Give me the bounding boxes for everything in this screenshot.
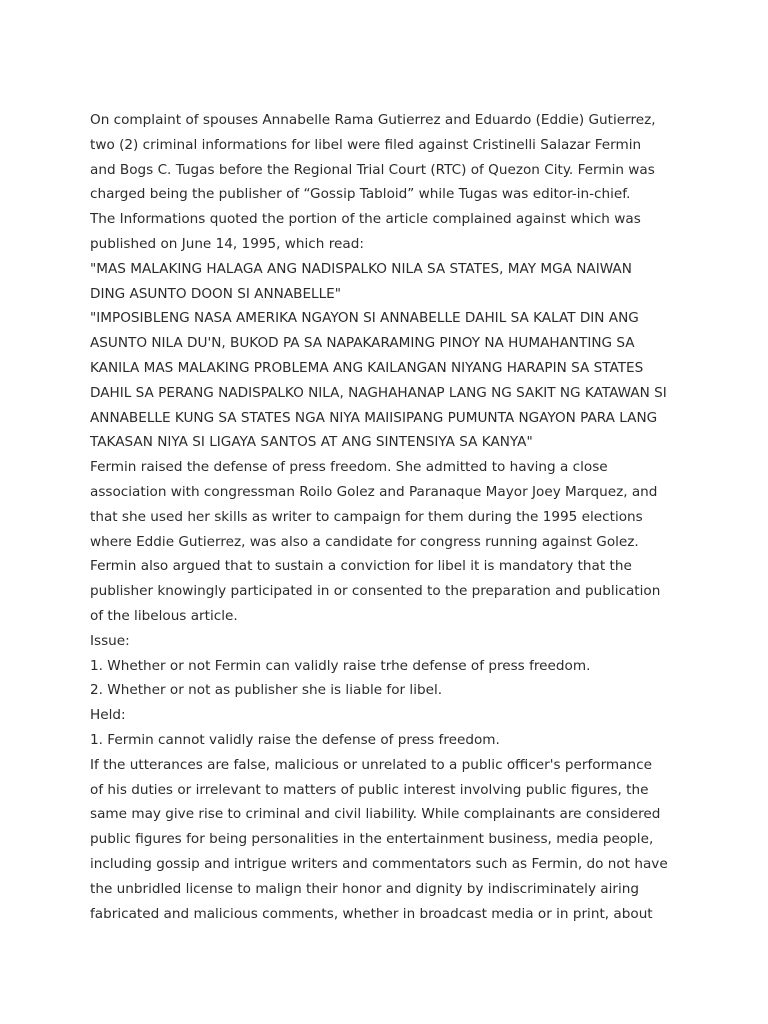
text-line: "IMPOSIBLENG NASA AMERIKA NGAYON SI ANNABELLE DAHIL SA KALAT DIN ANG — [90, 310, 639, 327]
document-body — [90, 108, 690, 926]
text-line: publisher knowingly participated in or consented to the preparation and publication — [90, 583, 661, 600]
text-line: Fermin raised the defense of press freedom. She admitted to having a close — [90, 459, 608, 476]
text-line: KANILA MAS MALAKING PROBLEMA ANG KAILANGAN NIYANG HARAPIN SA STATES — [90, 359, 644, 376]
text-line: "MAS MALAKING HALAGA ANG NADISPALKO NILA SA STATES, MAY MGA NAIWAN — [90, 260, 632, 277]
text-line: association with congressman Roilo Golez and Paranaque Mayor Joey Marquez, and — [90, 483, 658, 500]
text-line: same may give rise to criminal and civil liability. While complainants are considered — [90, 806, 661, 823]
text-line: charged being the publisher of “Gossip Tabloid” while Tugas was editor-in-chief. — [90, 186, 631, 203]
text-line: and Bogs C. Tugas before the Regional Trial Court (RTC) of Quezon City. Fermin was — [90, 161, 655, 178]
text-line: two (2) criminal informations for libel were filed against Cristinelli Salazar Fermin — [90, 136, 642, 153]
issue-item-2: 2. Whether or not as publisher she is liable for libel. — [90, 682, 443, 699]
text-line: of his duties or irrelevant to matters of public interest involving public figures, the — [90, 781, 649, 798]
issue-item-1: 1. Whether or not Fermin can validly raise trhe defense of press freedom. — [90, 657, 591, 674]
text-line: published on June 14, 1995, which read: — [90, 235, 364, 252]
text-line: ANNABELLE KUNG SA STATES NGA NIYA MAIISIPANG PUMUNTA NGAYON PARA LANG — [90, 409, 658, 426]
text-line: of the libelous article. — [90, 607, 238, 624]
text-line: DING ASUNTO DOON SI ANNABELLE" — [90, 285, 342, 302]
text-line: the unbridled license to malign their honor and dignity by indiscriminately airing — [90, 880, 640, 897]
text-line: Fermin also argued that to sustain a conviction for libel it is mandatory that the — [90, 558, 632, 575]
text-line: including gossip and intrigue writers and commentators such as Fermin, do not have — [90, 855, 668, 872]
text-line: On complaint of spouses Annabelle Rama Gutierrez and Eduardo (Eddie) Gutierrez, — [90, 112, 656, 128]
text-line: fabricated and malicious comments, whether in broadcast media or in print, about — [90, 905, 653, 922]
text-line: where Eddie Gutierrez, was also a candidate for congress running against Golez. — [90, 533, 639, 550]
section-heading-held: Held: — [90, 707, 126, 724]
text-line: public figures for being personalities in the entertainment business, media people, — [90, 831, 654, 848]
text-line: that she used her skills as writer to campaign for them during the 1995 elections — [90, 508, 643, 525]
text-line: TAKASAN NIYA SI LIGAYA SANTOS AT ANG SINTENSIYA SA KANYA" — [90, 434, 533, 451]
text-line: The Informations quoted the portion of the article complained against which was — [90, 211, 641, 228]
text-line: ASUNTO NILA DU'N, BUKOD PA SA NAPAKARAMING PINOY NA HUMAHANTING SA — [90, 335, 635, 352]
text-line: If the utterances are false, malicious or unrelated to a public officer's performance — [90, 756, 652, 773]
section-heading-issue: Issue: — [90, 632, 130, 649]
held-item-1: 1. Fermin cannot validly raise the defense of press freedom. — [90, 731, 500, 748]
text-line: DAHIL SA PERANG NADISPALKO NILA, NAGHAHANAP LANG NG SAKIT NG KATAWAN SI — [90, 384, 667, 401]
